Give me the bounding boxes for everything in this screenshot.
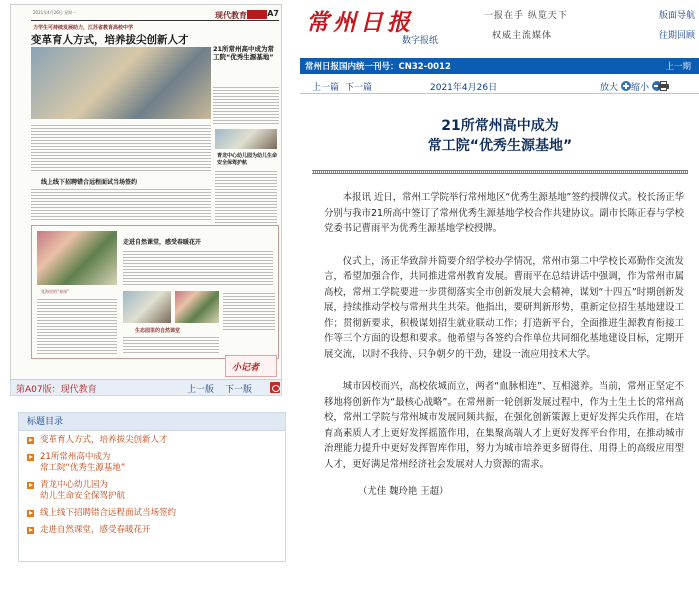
issn-text: 常州日报国内统一刊号：CN32-0012 — [305, 62, 451, 72]
thumbnail-section: 现代教育 — [215, 10, 247, 20]
left-panel — [0, 0, 300, 611]
toc-item[interactable] — [27, 480, 285, 502]
zoom-out-label[interactable]: 缩小 — [631, 83, 650, 93]
page-thumbnail[interactable] — [10, 4, 282, 380]
thumbnail-class-headline: 生态园里的自然课堂 — [135, 328, 181, 334]
next-article-link[interactable]: 下一篇 — [345, 83, 373, 93]
issue-info-bar — [300, 58, 699, 74]
past-issues-link[interactable]: 往期回顾 — [658, 31, 695, 41]
article-toolbar — [300, 78, 699, 94]
right-panel — [300, 0, 699, 611]
toc-item[interactable] — [27, 435, 285, 446]
toc-item-line[interactable]: 常工院“优秀生源基地” — [40, 463, 126, 473]
thumbnail-text-block — [123, 249, 273, 285]
slogan-line-2: 权威主流媒体 — [492, 31, 553, 41]
article-author: （尤佳 魏玲艳 王超） — [358, 486, 449, 497]
thumbnail-nursery-headline[interactable]: 青龙中心幼儿园为幼儿生命安全保驾护航 — [217, 153, 278, 166]
page-navigation-link[interactable]: 版面导航 — [658, 11, 695, 21]
toc-item[interactable] — [27, 525, 285, 536]
previous-issue-link[interactable]: 上一期 — [665, 62, 691, 72]
thumbnail-text-block — [31, 187, 211, 221]
toc-item-line[interactable]: 走进自然课堂，感受春暖花开 — [40, 525, 151, 535]
zoom-in-button[interactable] — [600, 80, 631, 93]
newspaper-logo[interactable]: 常州日报 — [306, 9, 414, 36]
slogan-line-1: 一报在手 纵览天下 — [484, 11, 568, 21]
article-title-line-2: 常工院“优秀生源基地” — [427, 138, 573, 154]
thumbnail-text-block — [213, 85, 279, 125]
thumbnail-text-block — [31, 123, 211, 173]
toc-list — [19, 431, 285, 536]
article — [312, 96, 688, 611]
toc-item-line[interactable]: 21所常州高中成为 — [40, 452, 111, 462]
thumbnail-photo-garden — [175, 291, 219, 323]
prev-article-link[interactable]: 上一篇 — [312, 83, 340, 93]
thumbnail-text-block — [123, 335, 219, 355]
title-directory-heading: 标题目录 — [19, 413, 285, 431]
toc-item[interactable] — [27, 452, 285, 474]
article-divider — [312, 170, 688, 174]
thumbnail-masthead — [11, 5, 281, 35]
thumbnail-page-number: A7 — [267, 9, 279, 18]
thumbnail-photo-garden — [123, 291, 171, 323]
thumbnail-rule — [31, 20, 279, 21]
arrow-bullet-icon — [27, 527, 34, 534]
toc-item[interactable] — [27, 508, 285, 519]
thumbnail-stamp-text: 小记者 — [232, 363, 260, 373]
site-header — [300, 0, 699, 58]
zoom-in-label[interactable]: 放大 — [600, 83, 619, 93]
logo-subtitle: 数字报纸 — [402, 36, 439, 46]
thumbnail-date: 2021年4月26日 星期一 — [33, 10, 77, 15]
thumbnail-photo-nursery — [215, 129, 277, 149]
toc-item-line[interactable]: 青龙中心幼儿园为 — [40, 480, 109, 490]
thumbnail-main-headline[interactable]: 变革育人方式，培养拔尖创新人才 — [31, 34, 189, 46]
thumbnail-photo-kids — [37, 231, 117, 285]
thumbnail-text-block — [215, 169, 277, 227]
arrow-bullet-icon — [27, 510, 34, 517]
prev-page-link[interactable]: 上一版 — [187, 385, 215, 395]
arrow-bullet-icon — [27, 454, 34, 461]
thumbnail-side-headline[interactable]: 21所常州高中成为常工院“优秀生源基地” — [213, 45, 275, 61]
pdf-download-icon[interactable] — [270, 382, 280, 393]
thumbnail-online-headline[interactable]: 线上线下招聘错合远程面试当场签约 — [41, 179, 138, 186]
article-body — [312, 190, 688, 499]
thumbnail-text-block — [37, 297, 117, 355]
title-directory — [18, 412, 286, 562]
page-label: 第A07版：现代教育 — [16, 385, 97, 395]
toc-item-line[interactable]: 变革育人方式，培养拔尖创新人才 — [40, 435, 168, 445]
article-paragraph: 城市因校而兴，高校依城而立，两者“血脉相连”、互相滋养。当前，常州正坚定不移地将创新作为“最核心战略”。在常州新一轮创新发展过程中，作为土生土长的常州高校，常州工学院与常州城市发展同频共振，在强化创新策源上更好发挥尖兵作用，在培育高素质人才上更好发挥摇篮作用，在集聚高端人才上更好发挥平台作用，在推动城市治理能力提升中更好发挥智库作用，努力为城市培养更多留得住、用得上的高级应用型人才，更好满足常州经济社会发展对人力资源的需求。 — [324, 381, 684, 470]
zoom-in-icon[interactable] — [621, 81, 631, 91]
thumbnail-flowers-headline: 花海里的“春探” — [41, 289, 70, 294]
print-icon[interactable] — [658, 81, 669, 91]
thumbnail-nature-headline[interactable]: 走进自然课堂，感受春暖花开 — [123, 239, 202, 246]
page-bar — [10, 380, 282, 396]
toc-item-line[interactable]: 幼儿生命安全保驾护航 — [40, 491, 126, 501]
article-paragraph: 本报讯 近日，常州工学院举行常州地区“优秀生源基地”签约授牌仪式。校长汤正华分别与我市21所高中签订了常州优秀生源基地学校合作共建协议。副市长陈正春与学校党委书记曹雨平为优秀生源基地学校授牌。 — [324, 192, 684, 234]
issue-date: 2021年4月26日 — [430, 83, 498, 93]
thumbnail-photo-classroom — [31, 47, 211, 119]
article-title-line-1: 21所常州高中成为 — [441, 118, 559, 134]
toc-item-line[interactable]: 线上线下招聘错合远程面试当场签约 — [40, 508, 177, 518]
thumbnail-logo-icon — [247, 10, 267, 19]
thumbnail-subheading: 力学生可持续发展助力，江苏省教育高校中学 — [33, 25, 134, 31]
article-paragraph: 仪式上，汤正华致辞并简要介绍学校办学情况，常州市第二中学校长邓勤作交流发言，希望加强合作，共同推进常州教育发展。曹雨平在总结讲话中强调，作为常州市属高校，常州工学院要进一步贯彻落实全市创新发展大会精神，谋划“十四五”时期创新发展，持续推动学校与常州共生共荣。他指出，要研判新形势，重新定位招生基地建设工作；贯彻新要求，积极谋划招生就业联动工作；打造新平台，全面推进生源教育衔接工作等三个方面的设想和要求。他希望与各签约合作单位共同细化基地建设目标，定期开展交流，以时不我待、只争朝夕的干劲，建设一流应用技术大学。 — [324, 255, 684, 360]
thumbnail-text-block — [223, 291, 275, 331]
arrow-bullet-icon — [27, 482, 34, 489]
arrow-bullet-icon — [27, 437, 34, 444]
next-page-link[interactable]: 下一版 — [225, 385, 253, 395]
thumbnail-stamp — [225, 355, 277, 377]
